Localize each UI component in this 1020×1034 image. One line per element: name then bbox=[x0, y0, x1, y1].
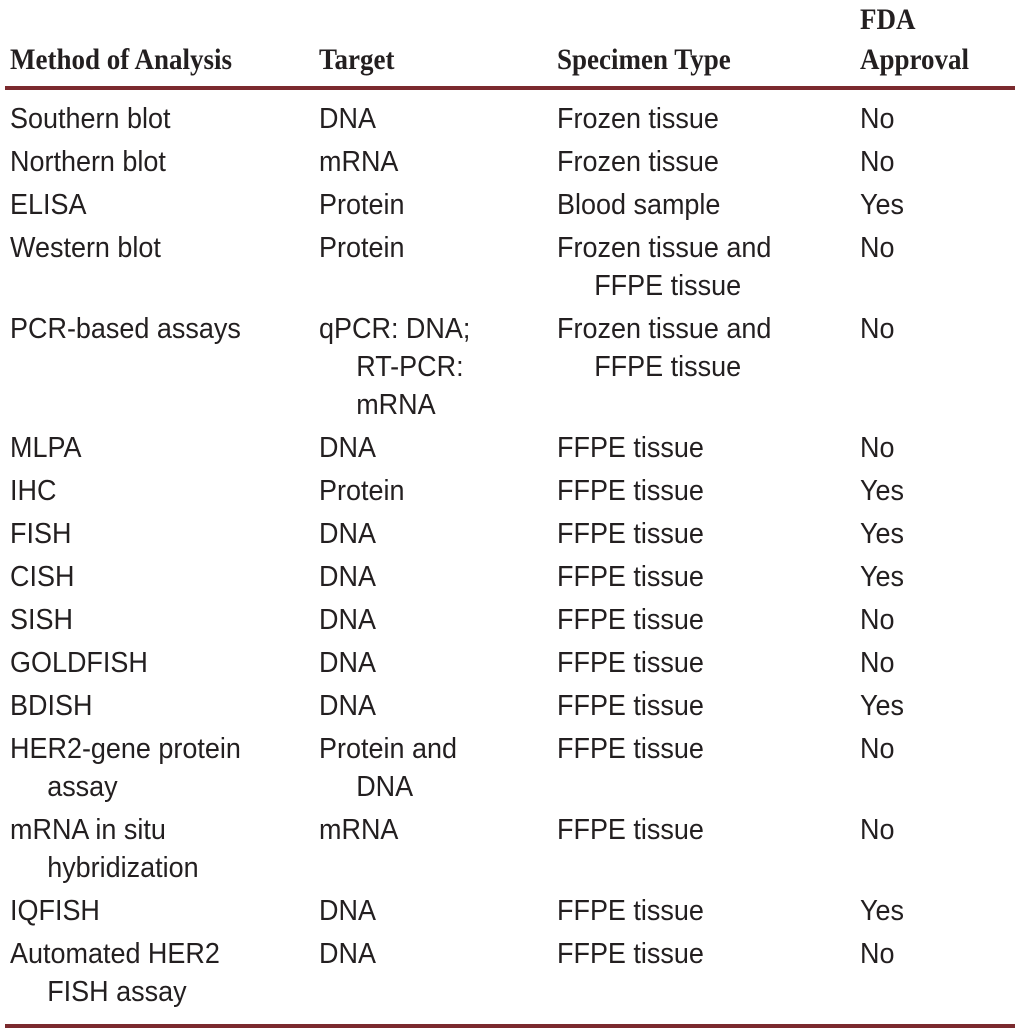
cell-text: Frozen tissue and bbox=[557, 232, 772, 264]
cell-text: Blood sample bbox=[557, 189, 721, 221]
cell-text: Western blot bbox=[10, 232, 161, 264]
cell-specimen bbox=[557, 811, 715, 849]
cell-text: No bbox=[860, 938, 895, 970]
table-header bbox=[5, 0, 1015, 86]
cell-text: FFPE tissue bbox=[557, 647, 704, 679]
cell-method bbox=[10, 100, 183, 138]
header-fda bbox=[860, 0, 969, 80]
header-specimen bbox=[557, 40, 731, 80]
cell-target bbox=[319, 644, 380, 682]
cell-text: Yes bbox=[860, 189, 905, 221]
cell-specimen bbox=[557, 892, 715, 930]
cell-target bbox=[319, 811, 404, 849]
header-label: Specimen Type bbox=[557, 43, 731, 76]
cell-text: IQFISH bbox=[10, 895, 100, 927]
cell-text: Frozen tissue bbox=[557, 103, 719, 135]
cell-text: DNA bbox=[319, 938, 376, 970]
cell-method bbox=[10, 310, 258, 348]
cell-text: No bbox=[860, 232, 895, 264]
cell-text: DNA bbox=[319, 647, 376, 679]
cell-text: FISH assay bbox=[47, 976, 187, 1008]
cell-text: FFPE tissue bbox=[594, 270, 742, 302]
cell-target bbox=[319, 601, 380, 639]
table-row bbox=[5, 141, 1015, 184]
cell-target bbox=[319, 515, 380, 553]
cell-text: DNA bbox=[319, 604, 376, 636]
cell-text: mRNA bbox=[356, 389, 436, 421]
table-row bbox=[5, 556, 1015, 599]
cell-target bbox=[319, 229, 411, 267]
header-method bbox=[10, 40, 232, 80]
cell-fda bbox=[860, 811, 897, 849]
header-target bbox=[319, 40, 395, 80]
cell-text: mRNA bbox=[319, 814, 399, 846]
cell-target bbox=[319, 429, 380, 467]
cell-text: No bbox=[860, 647, 895, 679]
cell-text: mRNA bbox=[319, 146, 399, 178]
header-label: FDA bbox=[860, 3, 916, 36]
table-row bbox=[5, 728, 1015, 809]
cell-text: PCR-based assays bbox=[10, 313, 241, 345]
cell-target bbox=[319, 310, 482, 424]
cell-text: FFPE tissue bbox=[557, 938, 704, 970]
cell-text: FFPE tissue bbox=[594, 351, 742, 383]
cell-method bbox=[10, 730, 258, 806]
cell-fda bbox=[860, 143, 897, 181]
cell-specimen bbox=[557, 429, 715, 467]
cell-text: Yes bbox=[860, 475, 905, 507]
cell-text: No bbox=[860, 146, 895, 178]
header-label: Target bbox=[319, 43, 395, 76]
cell-text: Yes bbox=[860, 561, 905, 593]
cell-method bbox=[10, 644, 158, 682]
cell-specimen bbox=[557, 310, 788, 386]
cell-fda bbox=[860, 601, 897, 639]
cell-text: assay bbox=[47, 771, 118, 803]
cell-specimen bbox=[557, 472, 715, 510]
cell-specimen bbox=[557, 229, 788, 305]
table-row bbox=[5, 933, 1015, 1014]
table-row bbox=[5, 685, 1015, 728]
table-row bbox=[5, 890, 1015, 933]
cell-text: FFPE tissue bbox=[557, 561, 704, 593]
cell-text: DNA bbox=[319, 561, 376, 593]
cell-fda bbox=[860, 687, 907, 725]
cell-fda bbox=[860, 730, 897, 768]
table-row bbox=[5, 599, 1015, 642]
cell-specimen bbox=[557, 644, 715, 682]
cell-text: No bbox=[860, 814, 895, 846]
cell-text: No bbox=[860, 103, 895, 135]
cell-method bbox=[10, 811, 213, 887]
cell-specimen bbox=[557, 687, 715, 725]
cell-specimen bbox=[557, 730, 715, 768]
cell-text: CISH bbox=[10, 561, 75, 593]
cell-text: Protein bbox=[319, 189, 405, 221]
cell-text: FFPE tissue bbox=[557, 733, 704, 765]
cell-fda bbox=[860, 310, 897, 348]
cell-fda bbox=[860, 892, 907, 930]
bottom-rule bbox=[5, 1024, 1015, 1028]
cell-method bbox=[10, 186, 92, 224]
cell-specimen bbox=[557, 100, 731, 138]
cell-text: No bbox=[860, 733, 895, 765]
cell-text: FFPE tissue bbox=[557, 895, 704, 927]
cell-text: DNA bbox=[319, 103, 376, 135]
cell-fda bbox=[860, 100, 897, 138]
cell-fda bbox=[860, 515, 907, 553]
cell-specimen bbox=[557, 935, 715, 973]
cell-text: FFPE tissue bbox=[557, 690, 704, 722]
cell-target bbox=[319, 892, 380, 930]
cell-target bbox=[319, 143, 404, 181]
cell-text: HER2-gene protein bbox=[10, 733, 241, 765]
cell-text: FFPE tissue bbox=[557, 432, 704, 464]
cell-method bbox=[10, 558, 79, 596]
cell-specimen bbox=[557, 186, 733, 224]
cell-text: Protein bbox=[319, 475, 405, 507]
cell-text: FISH bbox=[10, 518, 72, 550]
cell-fda bbox=[860, 186, 907, 224]
cell-text: FFPE tissue bbox=[557, 475, 704, 507]
table-row bbox=[5, 427, 1015, 470]
table-row bbox=[5, 470, 1015, 513]
cell-target bbox=[319, 687, 380, 725]
cell-fda bbox=[860, 429, 897, 467]
cell-text: FFPE tissue bbox=[557, 814, 704, 846]
cell-method bbox=[10, 429, 87, 467]
methods-table bbox=[5, 0, 1015, 1014]
cell-text: DNA bbox=[356, 771, 414, 803]
cell-text: mRNA in situ bbox=[10, 814, 166, 846]
table-row bbox=[5, 98, 1015, 141]
table-row bbox=[5, 308, 1015, 427]
cell-text: DNA bbox=[319, 895, 376, 927]
table-row bbox=[5, 642, 1015, 685]
cell-text: RT-PCR: bbox=[356, 351, 464, 383]
cell-target bbox=[319, 935, 380, 973]
cell-text: No bbox=[860, 432, 895, 464]
cell-fda bbox=[860, 558, 907, 596]
table-body bbox=[5, 90, 1015, 1014]
cell-text: No bbox=[860, 604, 895, 636]
cell-method bbox=[10, 229, 172, 267]
cell-method bbox=[10, 687, 99, 725]
cell-text: Frozen tissue bbox=[557, 146, 719, 178]
cell-text: qPCR: DNA; bbox=[319, 313, 471, 345]
cell-text: IHC bbox=[10, 475, 57, 507]
table-row bbox=[5, 184, 1015, 227]
cell-text: DNA bbox=[319, 432, 376, 464]
cell-fda bbox=[860, 935, 897, 973]
cell-specimen bbox=[557, 143, 731, 181]
cell-fda bbox=[860, 472, 907, 510]
cell-target bbox=[319, 186, 411, 224]
cell-text: Southern blot bbox=[10, 103, 171, 135]
cell-method bbox=[10, 143, 178, 181]
header-label: Method of Analysis bbox=[10, 43, 233, 76]
table-row bbox=[5, 227, 1015, 308]
cell-text: FFPE tissue bbox=[557, 518, 704, 550]
cell-text: No bbox=[860, 313, 895, 345]
cell-text: MLPA bbox=[10, 432, 82, 464]
cell-text: ELISA bbox=[10, 189, 87, 221]
cell-target bbox=[319, 558, 380, 596]
table-row bbox=[5, 513, 1015, 556]
cell-text: Protein bbox=[319, 232, 405, 264]
cell-method bbox=[10, 601, 78, 639]
cell-text: Yes bbox=[860, 690, 905, 722]
cell-target bbox=[319, 472, 411, 510]
cell-specimen bbox=[557, 558, 715, 596]
cell-method bbox=[10, 472, 60, 510]
cell-text: Protein and bbox=[319, 733, 457, 765]
cell-text: FFPE tissue bbox=[557, 604, 704, 636]
cell-text: Yes bbox=[860, 518, 905, 550]
cell-text: BDISH bbox=[10, 690, 93, 722]
cell-fda bbox=[860, 229, 897, 267]
cell-method bbox=[10, 892, 107, 930]
table-row bbox=[5, 809, 1015, 890]
cell-text: DNA bbox=[319, 518, 376, 550]
cell-text: Frozen tissue and bbox=[557, 313, 772, 345]
cell-text: Northern blot bbox=[10, 146, 166, 178]
cell-text: SISH bbox=[10, 604, 73, 636]
cell-text: Automated HER2 bbox=[10, 938, 220, 970]
cell-method bbox=[10, 935, 236, 1011]
cell-text: DNA bbox=[319, 690, 376, 722]
cell-text: hybridization bbox=[47, 852, 199, 884]
cell-method bbox=[10, 515, 76, 553]
cell-text: Yes bbox=[860, 895, 905, 927]
cell-specimen bbox=[557, 515, 715, 553]
cell-specimen bbox=[557, 601, 715, 639]
header-label: Approval bbox=[860, 43, 970, 76]
cell-target bbox=[319, 100, 380, 138]
cell-fda bbox=[860, 644, 897, 682]
cell-text: GOLDFISH bbox=[10, 647, 148, 679]
cell-target bbox=[319, 730, 467, 806]
